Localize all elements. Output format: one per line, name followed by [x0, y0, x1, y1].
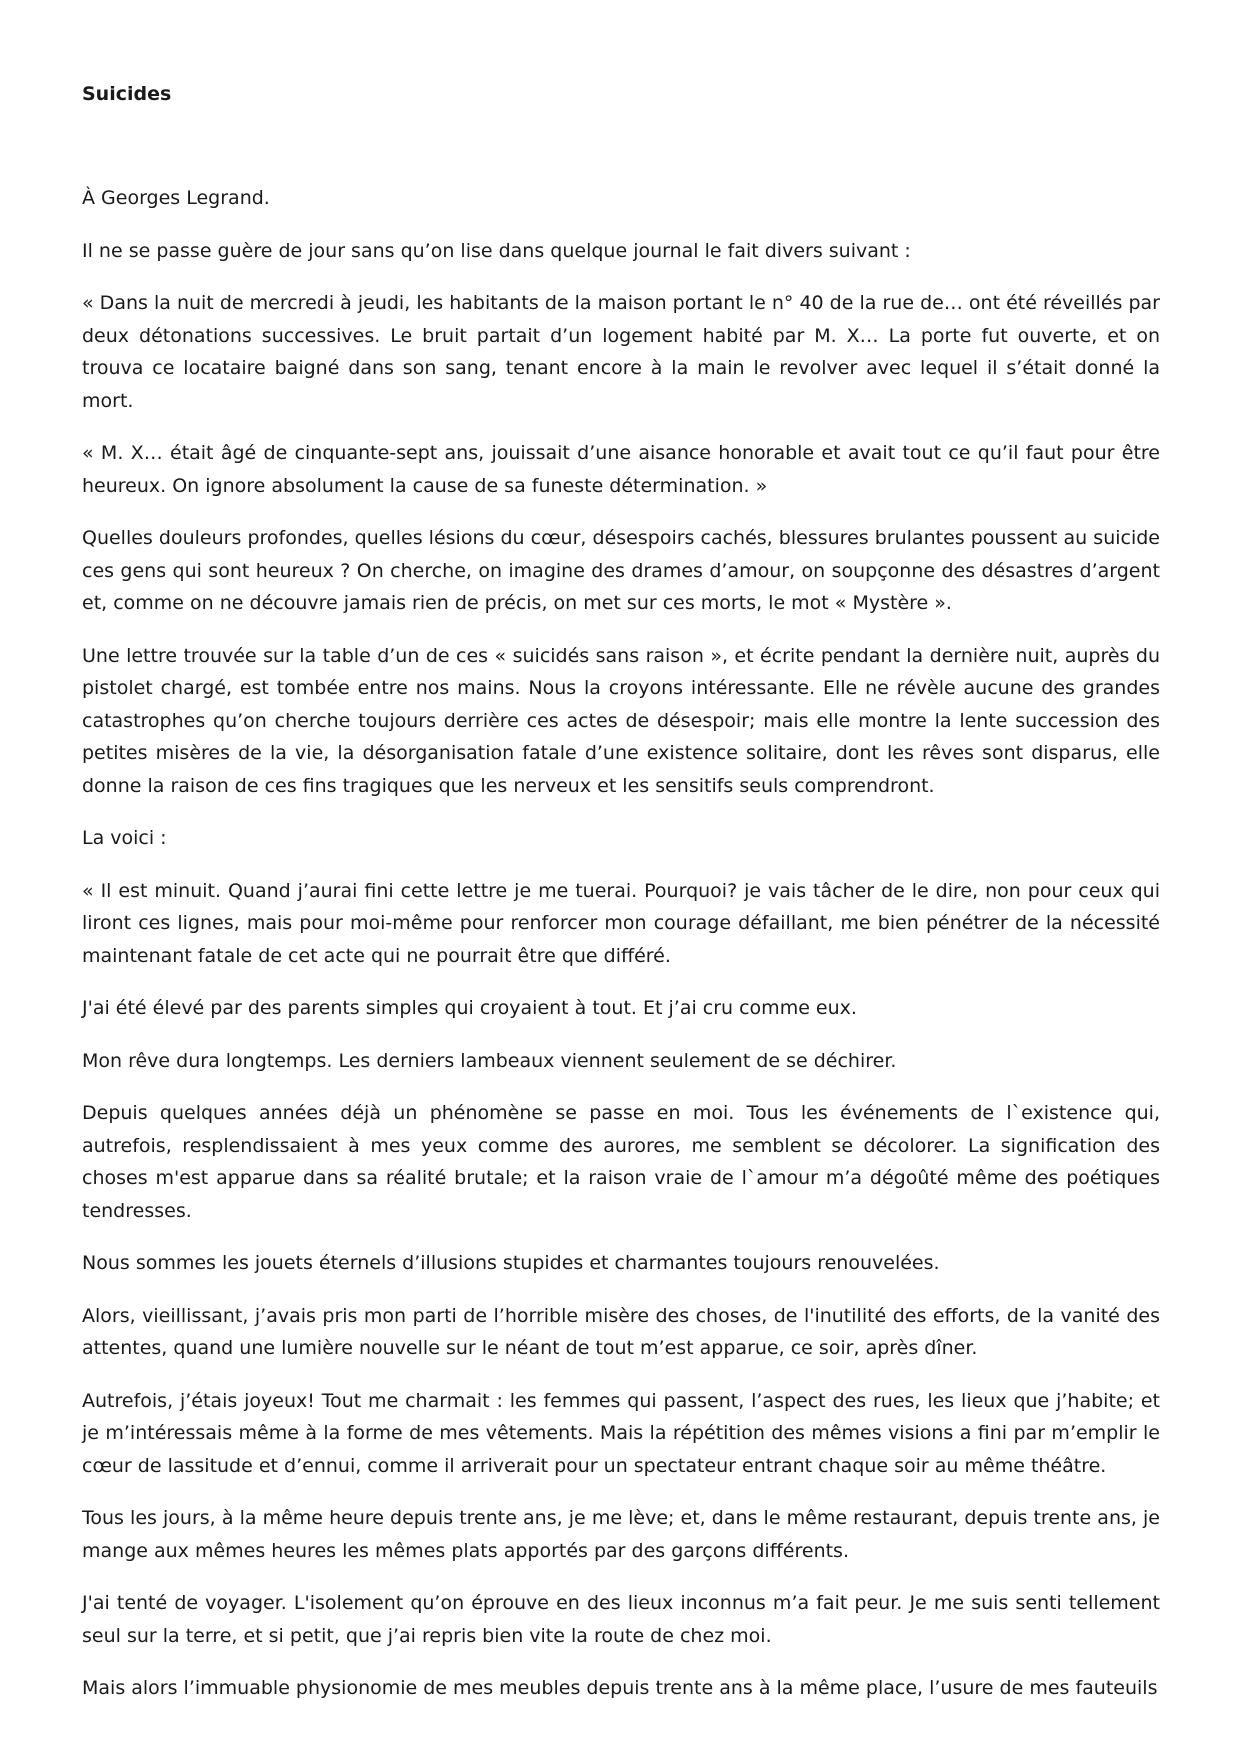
document-page [82, 78, 1160, 1725]
paragraph: Mon rêve dura longtemps. Les derniers lambeaux viennent seulement de se déchirer. [82, 1049, 897, 1072]
paragraph: Une lettre trouvée sur la table d’un de ces « suicidés sans raison », et écrite pendant la dernière nuit, auprès du pistolet chargé, est tombée entre nos mains. Nous la croyons intéressante. Elle ne révèle aucune des grandes catastrophes qu’on cherche toujours derrière ces actes de désespoir; mais elle montre la lente succession des petites misères de la vie, la désorganisation fatale d’une existence solitaire, dont les rêves sont disparus, elle donne la raison de ces fins tragiques que les nerveux et les sensitifs seuls comprendront. [82, 644, 1160, 797]
paragraph: J'ai tenté de voyager. L'isolement qu’on éprouve en des lieux inconnus m’a fait peur. Je me suis senti tellement seul sur la terre, et si petit, que j’ai repris bien vite la route de chez moi. [82, 1592, 1160, 1647]
paragraph: Autrefois, j’étais joyeux! Tout me charmait : les femmes qui passent, l’aspect des rues, les lieux que j’habite; et je m’intéressais même à la forme de mes vêtements. Mais la répétition des mêmes visions a fini par m’emplir le cœur de lassitude et d’ennui, comme il arriverait pour un spectateur entrant chaque soir au même théâtre. [82, 1389, 1160, 1477]
paragraph: « Dans la nuit de mercredi à jeudi, les habitants de la maison portant le n° 40 de la rue de… ont été réveillés par deux détonations successives. Le bruit partait d’un logement habité par M. X… La porte fut ouverte, et on trouva ce locataire baigné dans son sang, tenant encore à la main le revolver avec lequel il s’était donné la mort. [82, 292, 1160, 412]
paragraph: « Il est minuit. Quand j’aurai fini cette lettre je me tuerai. Pourquoi? je vais tâcher de le dire, non pour ceux qui liront ces lignes, mais pour moi-même pour renforcer mon courage défaillant, me bien pénétrer de la nécessité maintenant fatale de cet acte qui ne pourrait être que différé. [82, 879, 1160, 967]
dedication: À Georges Legrand. [82, 187, 270, 209]
paragraph: « M. X… était âgé de cinquante-sept ans, jouissait d’une aisance honorable et avait tout ce qu’il faut pour être heureux. On ignore absolument la cause de sa funeste détermination. » [82, 442, 1160, 497]
paragraph: Mais alors l’immuable physionomie de mes meubles depuis trente ans à la même place, l’usure de mes fauteuils [82, 1677, 1158, 1699]
paragraph: Nous sommes les jouets éternels d’illusions stupides et charmantes toujours renouvelées. [82, 1252, 940, 1274]
paragraph: Tous les jours, à la même heure depuis trente ans, je me lève; et, dans le même restaurant, depuis trente ans, je mange aux mêmes heures les mêmes plats apportés par des garçons différents. [82, 1507, 1160, 1562]
paragraph: Il ne se passe guère de jour sans qu’on lise dans quelque journal le fait divers suivant : [82, 239, 911, 262]
paragraph: Alors, vieillissant, j’avais pris mon parti de l’horrible misère des choses, de l'inutilité des efforts, de la vanité des attentes, quand une lumière nouvelle sur le néant de tout m’est apparue, ce soir, après dîner. [82, 1304, 1160, 1359]
paragraph: Depuis quelques années déjà un phénomène se passe en moi. Tous les événements de l`existence qui, autrefois, resplendissaient à mes yeux comme des aurores, me semblent se décolorer. La signification des choses m'est apparue dans sa réalité brutale; et la raison vraie de l`amour m’a dégoûté même des poétiques tendresses. [82, 1102, 1160, 1222]
paragraph: J'ai été élevé par des parents simples qui croyaient à tout. Et j’ai cru comme eux. [82, 997, 857, 1019]
paragraph: Quelles douleurs profondes, quelles lésions du cœur, désespoirs cachés, blessures brulantes poussent au suicide ces gens qui sont heureux ? On cherche, on imagine des drames d’amour, on soupçonne des désastres d’argent et, comme on ne découvre jamais rien de précis, on met sur ces morts, le mot « Mystère ». [82, 527, 1160, 614]
paragraph: La voici : [82, 827, 167, 849]
document-title: Suicides [82, 83, 172, 105]
